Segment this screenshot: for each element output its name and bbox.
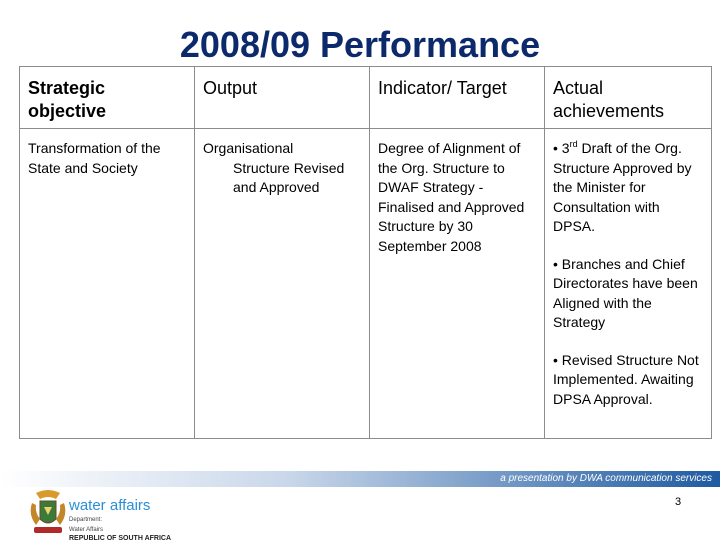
coat-of-arms-icon [26, 489, 71, 539]
performance-table [19, 66, 712, 439]
output-cell [195, 129, 370, 439]
ordinal-suffix: rd [569, 139, 578, 149]
header-actual-achievements: Actual achievements [553, 78, 665, 121]
indicator-text: Degree of Alignment of the Org. Structure to DWAF Strategy - Finalised and Approved Structure by 30 September 2008 [378, 140, 525, 254]
achievement-item: • Revised Structure Not Implemented. Awaiting DPSA Approval. [553, 351, 699, 407]
output-text [195, 129, 369, 198]
slide-title: 2008/09 Performance [179, 24, 541, 65]
achievement-item [553, 139, 703, 237]
header-cell [545, 67, 712, 129]
header-output: Output [203, 78, 258, 98]
indicator-cell [370, 129, 545, 439]
achievement-bullet-text: • 3 [553, 140, 570, 156]
achievement-text: Draft of the Org. Structure Approved by the Minister for Consultation with DPSA. [553, 140, 692, 234]
footer-tagline: a presentation by DWA communication services [500, 473, 712, 484]
header-indicator-target: Indicator/ Target [378, 78, 507, 98]
org-name: water affairs [69, 497, 151, 514]
achievements-list [545, 129, 711, 409]
objective-text: Transformation of the State and Society [28, 140, 161, 176]
page-number: 3 [675, 496, 682, 508]
achievement-item: • Branches and Chief Directorates have been Aligned with the Strategy [553, 255, 698, 330]
country-name: REPUBLIC OF SOUTH AFRICA [69, 535, 172, 542]
header-cell [20, 67, 195, 129]
dept-line2: Water Affairs [69, 527, 104, 533]
header-cell [370, 67, 545, 129]
header-row [20, 67, 712, 129]
output-line1: Organisational [203, 140, 294, 156]
dept-line1: Department: [69, 517, 103, 523]
output-rest: Structure Revised and Approved [233, 159, 345, 195]
objective-cell [20, 129, 195, 439]
header-cell [195, 67, 370, 129]
table-row [20, 129, 712, 439]
header-strategic-objective: Strategic objective [28, 78, 107, 121]
department-logo [69, 497, 171, 542]
achievements-cell [545, 129, 712, 439]
